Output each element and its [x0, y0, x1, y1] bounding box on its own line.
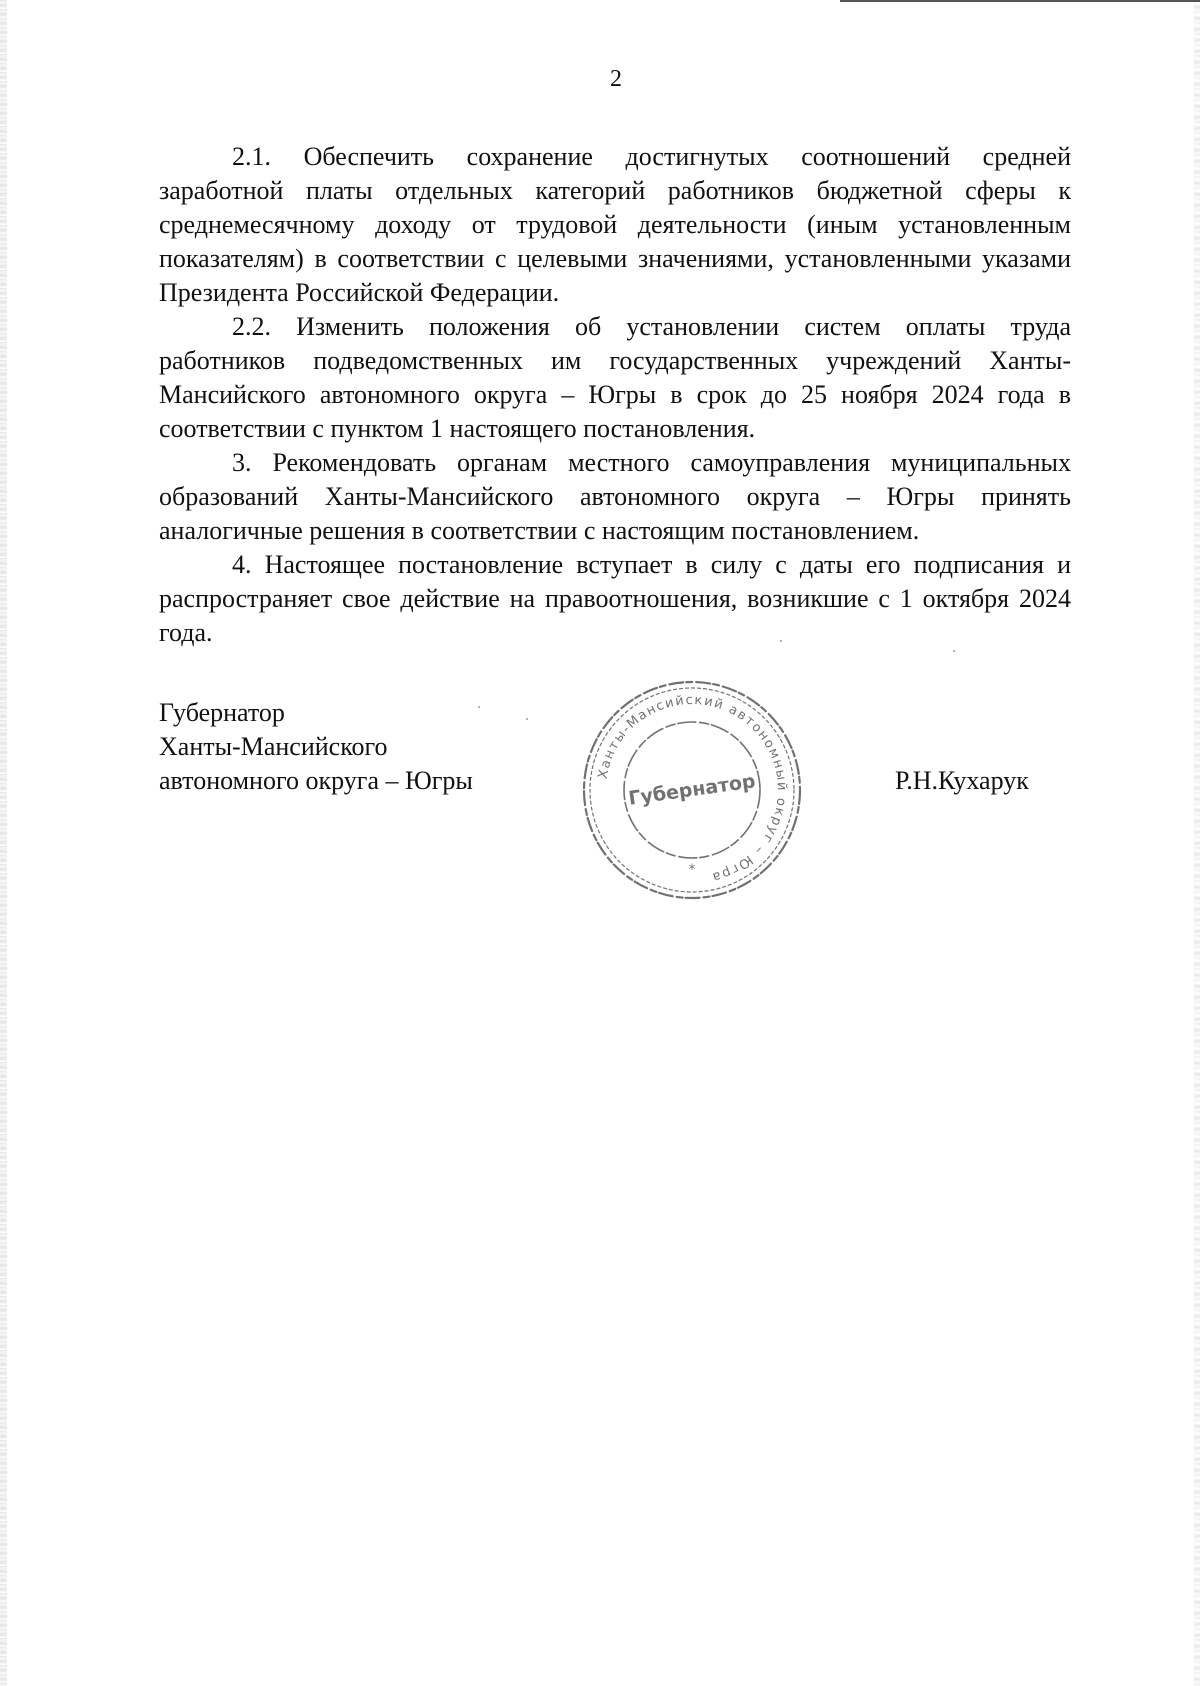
scan-speck — [526, 718, 528, 720]
paragraph-2-1: 2.1. Обеспечить сохранение достигнутых соотношений средней заработной платы отдельных категорий работников бюджетной сферы к среднемесячному доходу от трудовой деятельности (иным установленным показателям) в соответствии с целевыми значениями, установленными указами Президента Российской Федерации. — [159, 142, 1071, 307]
document-body — [159, 140, 1071, 650]
position-line: автономного округа – Югры — [159, 766, 473, 795]
scan-edge-left — [0, 0, 7, 1686]
scan-top-line — [840, 0, 1200, 2]
scan-speck — [780, 640, 782, 642]
seal-ring-text: Ханты-Мансийский автономный округ – Югра — [595, 692, 790, 885]
page-number: 2 — [610, 66, 622, 92]
paragraph-4: 4. Настоящее постановление вступает в силу с даты его подписания и распространяет свое действие на правоотношения, возникшие с 1 октября 2024 года. — [159, 550, 1071, 647]
seal-center-text: Губернатор — [627, 770, 757, 810]
position-line: Ханты-Мансийского — [159, 732, 388, 761]
official-seal-stamp — [572, 670, 812, 910]
signatory-position — [159, 696, 473, 798]
scan-edge-right — [1194, 0, 1200, 1686]
position-line: Губернатор — [159, 698, 285, 727]
scan-speck — [953, 650, 955, 652]
signatory-name: Р.Н.Кухарук — [895, 766, 1029, 795]
paragraph-2-2: 2.2. Изменить положения об установлении систем оплаты труда работников подведомственных им государственных учреждений Ханты-Мансийского автономного округа – Югры в срок до 25 ноября 2024 года в соответствии с пунктом 1 настоящего постановления. — [159, 312, 1071, 443]
seal-star-icon: * — [688, 862, 696, 878]
scan-speck — [478, 706, 480, 708]
paragraph-3: 3. Рекомендовать органам местного самоуправления муниципальных образований Ханты-Мансийского автономного округа – Югры принять аналогичные решения в соответствии с настоящим постановлением. — [159, 448, 1071, 545]
